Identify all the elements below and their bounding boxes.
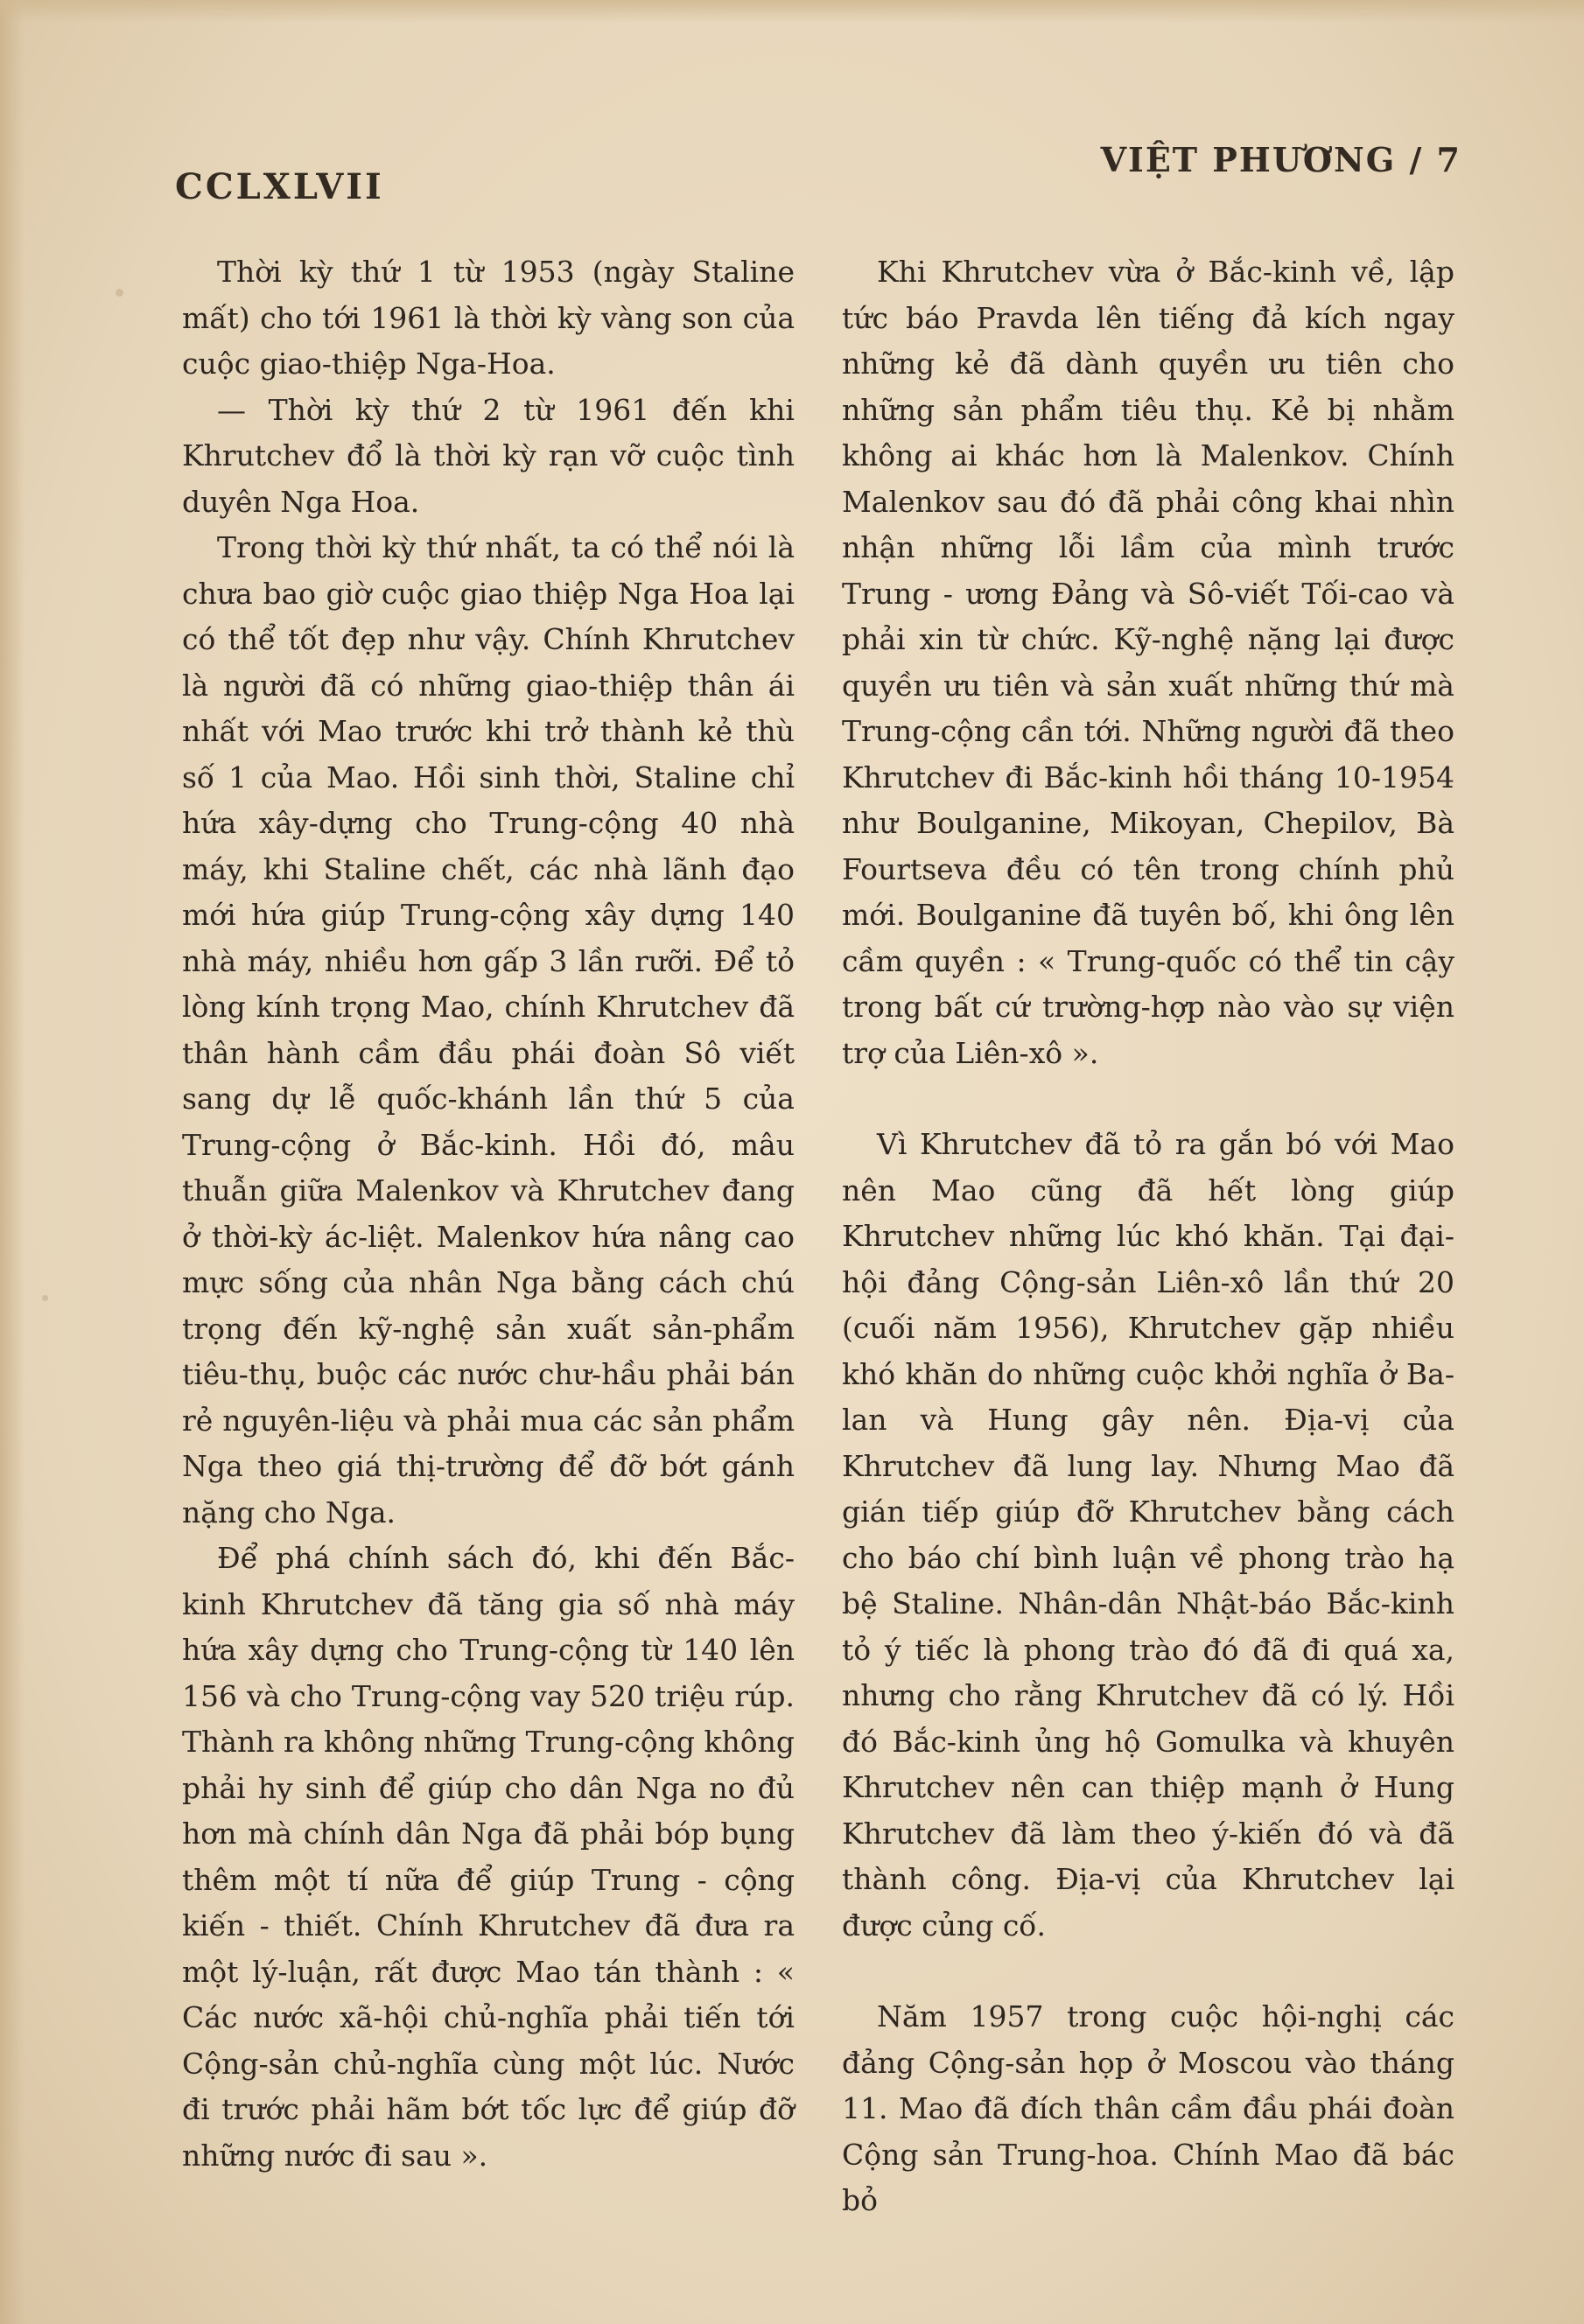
section-numeral: CCLXLVII: [175, 166, 384, 207]
paragraph: Vì Khrutchev đã tỏ ra gắn bó với Mao nên Mao cũng đã hết lòng giúp Khrutchev những lúc khó khăn. Tại đại-hội đảng Cộng-sản Liên-xô lần thứ 20 (cuối năm 1956), Khrutchev gặp nhiều khó khăn do những cuộc khởi nghĩa ở Ba-lan và Hung gây nên. Địa-vị của Khrutchev đã lung lay. Nhưng Mao đã gián tiếp giúp đỡ Khrutchev bằng cách cho báo chí bình luận về phong trào hạ bệ Staline. Nhân-dân Nhật-báo Bắc-kinh tỏ ý tiếc là phong trào đó đã đi quá xa, nhưng cho rằng Khrutchev đã có lý. Hồi đó Bắc-kinh ủng hộ Gomulka và khuyên Khrutchev nên can thiệp mạnh ở Hung Khrutchev đã làm theo ý-kiến đó và đã thành công. Địa-vị của Khrutchev lại được củng cố.: [842, 1127, 1454, 1942]
paper-stain: [116, 289, 123, 297]
page-top-shadow: [0, 0, 1584, 23]
running-title: VIỆT PHƯƠNG / 7: [1100, 140, 1461, 179]
paragraph: Khi Khrutchev vừa ở Bắc-kinh về, lập tức báo Pravda lên tiếng đả kích ngay những kẻ đã dành quyền ưu tiên cho những sản phẩm tiêu thụ. Kẻ bị nhằm không ai khác hơn là Malenkov. Chính Malenkov sau đó đã phải công khai nhìn nhận những lỗi lầm của mình trước Trung - ương Đảng và Sô-viết Tối-cao và phải xin từ chức. Kỹ-nghệ nặng lại được quyền ưu tiên và sản xuất những thứ mà Trung-cộng cần tới. Những người đã theo Khrutchev đi Bắc-kinh hồi tháng 10-1954 như Boulganine, Mikoyan, Chepilov, Bà Fourtseva đều có tên trong chính phủ mới. Boulganine đã tuyên bố, khi ông lên cầm quyền : « Trung-quốc có thể tin cậy trong bất cứ trường-hợp nào vào sự viện trợ của Liên-xô ».: [842, 255, 1454, 1070]
paper-stain: [42, 1295, 48, 1301]
page-edge-shadow: [0, 0, 25, 2324]
paragraph: Trong thời kỳ thứ nhất, ta có thể nói là chưa bao giờ cuộc giao thiệp Nga Hoa lại có thể tốt đẹp như vậy. Chính Khrutchev là người đã có những giao-thiệp thân ái nhất với Mao trước khi trở thành kẻ thù số 1 của Mao. Hồi sinh thời, Staline chỉ hứa xây-dựng cho Trung-cộng 40 nhà máy, khi Staline chết, các nhà lãnh đạo mới hứa giúp Trung-cộng xây dựng 140 nhà máy, nhiều hơn gấp 3 lần rưỡi. Để tỏ lòng kính trọng Mao, chính Khrutchev đã thân hành cầm đầu phái đoàn Sô viết sang dự lễ quốc-khánh lần thứ 5 của Trung-cộng ở Bắc-kinh. Hồi đó, mâu thuẫn giữa Malenkov và Khrutchev đang ở thời-kỳ ác-liệt. Malenkov hứa nâng cao mực sống của nhân Nga bằng cách chú trọng đến kỹ-nghệ sản xuất sản-phẩm tiêu-thụ, buộc các nước chư-hầu phải bán rẻ nguyên-liệu và phải mua các sản phẩm Nga theo giá thị-trường để đỡ bớt gánh nặng cho Nga.: [182, 530, 795, 1530]
left-column: [182, 249, 795, 2179]
paragraph: Năm 1957 trong cuộc hội-nghị các đảng Cộng-sản họp ở Moscou vào tháng 11. Mao đã đích thân cầm đầu phái đoàn Cộng sản Trung-hoa. Chính Mao đã bác bỏ: [842, 1999, 1454, 2217]
right-column: [842, 249, 1454, 2224]
paragraph: Thời kỳ thứ 1 từ 1953 (ngày Staline mất) cho tới 1961 là thời kỳ vàng son của cuộc giao-thiệp Nga-Hoa.: [182, 255, 795, 381]
paragraph: — Thời kỳ thứ 2 từ 1961 đến khi Khrutchev đổ là thời kỳ rạn vỡ cuộc tình duyên Nga Hoa.: [182, 392, 795, 519]
paragraph-gap: [842, 1076, 1454, 1122]
paragraph: Để phá chính sách đó, khi đến Bắc-kinh Khrutchev đã tăng gia số nhà máy hứa xây dựng cho Trung-cộng từ 140 lên 156 và cho Trung-cộng vay 520 triệu rúp. Thành ra không những Trung-cộng không phải hy sinh để giúp cho dân Nga no đủ hơn mà chính dân Nga đã phải bóp bụng thêm một tí nữa để giúp Trung - cộng kiến - thiết. Chính Khrutchev đã đưa ra một lý-luận, rất được Mao tán thành : « Các nước xã-hội chủ-nghĩa phải tiến tới Cộng-sản chủ-nghĩa cùng một lúc. Nước đi trước phải hãm bớt tốc lực để giúp đỡ những nước đi sau ».: [182, 1541, 795, 2173]
page-header: [175, 131, 1461, 210]
paragraph-gap: [842, 1949, 1454, 1994]
